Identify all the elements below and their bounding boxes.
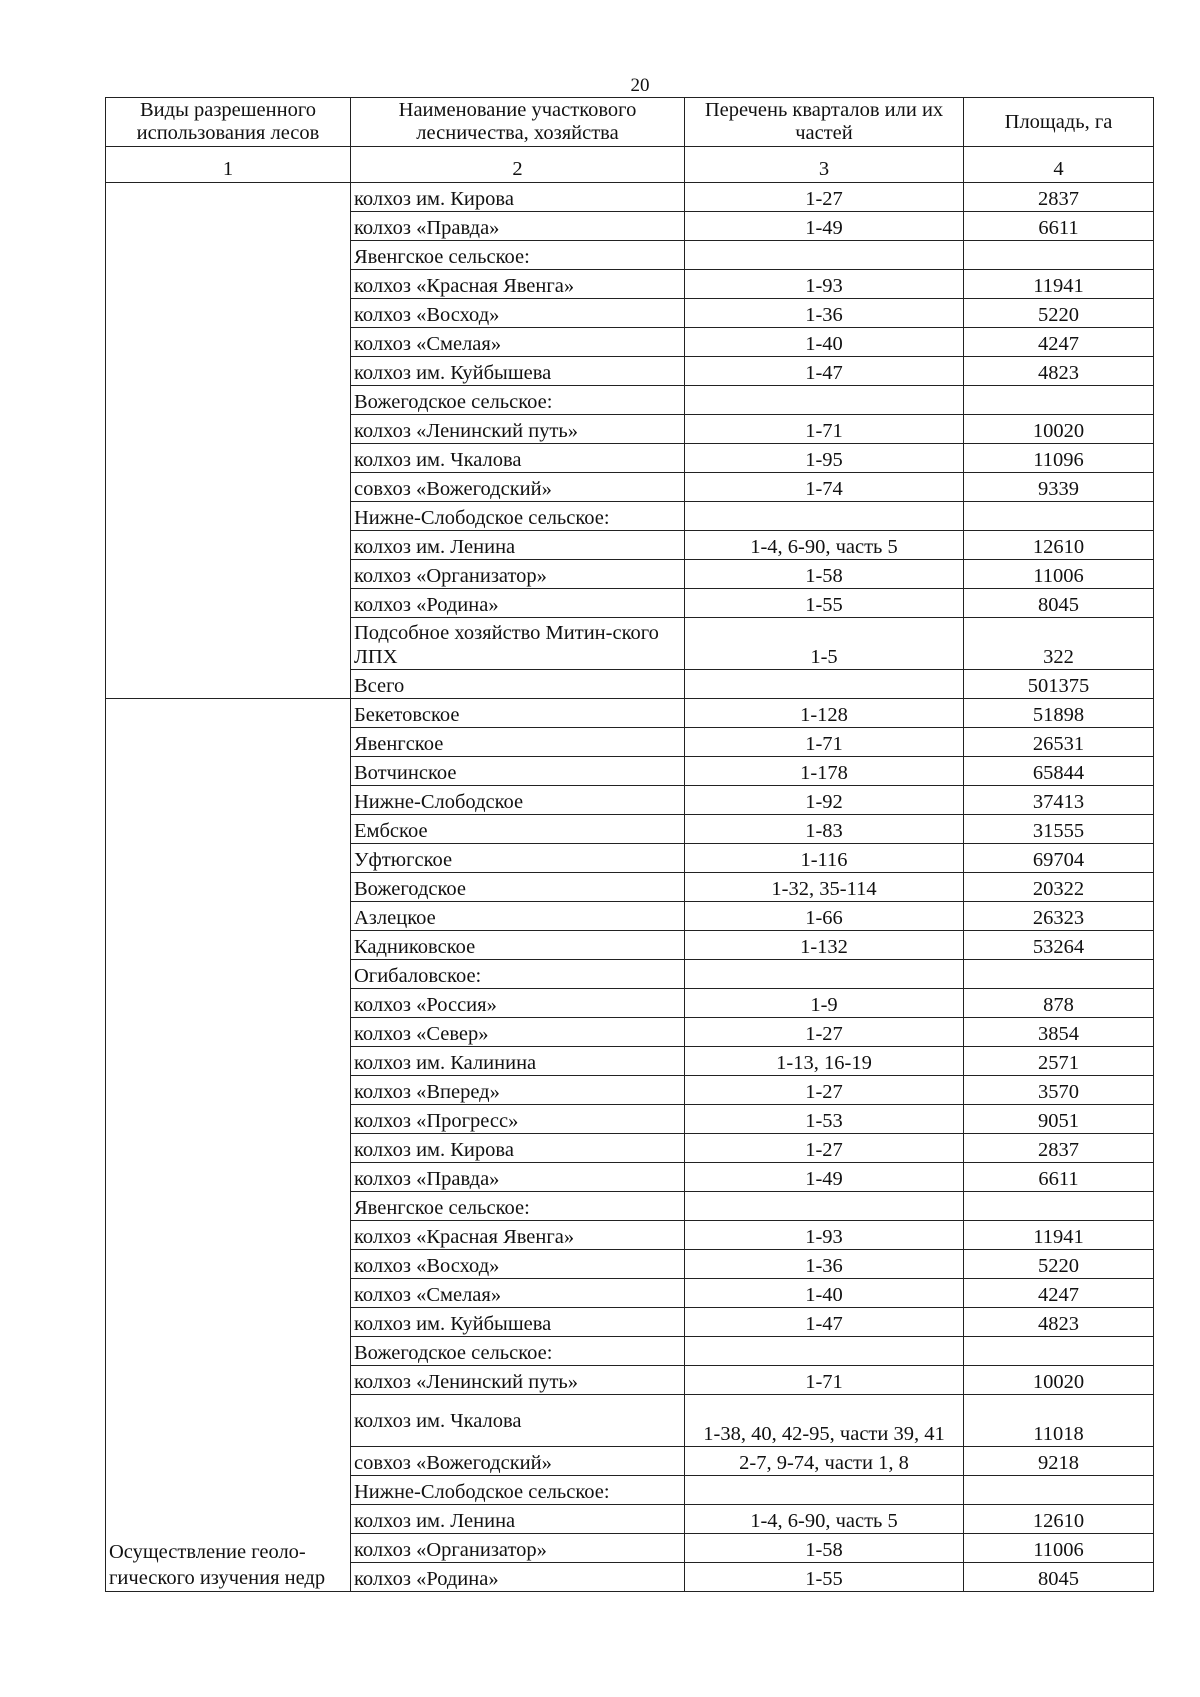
forestry-name-cell: колхоз «Организатор» [351, 560, 685, 589]
quarters-cell: 1-27 [685, 1018, 964, 1047]
quarters-cell: 1-55 [685, 1563, 964, 1592]
area-cell: 11018 [964, 1395, 1154, 1447]
forestry-name-cell: Вожегодское [351, 873, 685, 902]
area-cell: 26323 [964, 902, 1154, 931]
area-cell: 2837 [964, 183, 1154, 212]
kind-of-use-cell: Осуществление геоло-гического изучения недр [106, 699, 351, 1592]
header-quarters: Перечень кварталов или их частей [685, 98, 964, 147]
quarters-cell: 2-7, 9-74, части 1, 8 [685, 1447, 964, 1476]
forestry-name-cell: Вотчинское [351, 757, 685, 786]
area-cell: 10020 [964, 415, 1154, 444]
quarters-cell: 1-40 [685, 1279, 964, 1308]
forestry-name-cell: совхоз «Вожегодский» [351, 473, 685, 502]
forestry-name-cell: колхоз «Смелая» [351, 328, 685, 357]
area-cell: 3570 [964, 1076, 1154, 1105]
quarters-cell: 1-27 [685, 1076, 964, 1105]
quarters-cell [685, 386, 964, 415]
quarters-cell: 1-36 [685, 299, 964, 328]
area-cell [964, 1476, 1154, 1505]
forestry-name-cell: колхоз «Ленинский путь» [351, 415, 685, 444]
quarters-cell [685, 670, 964, 699]
quarters-cell: 1-95 [685, 444, 964, 473]
area-cell: 4247 [964, 1279, 1154, 1308]
forestry-name-cell: Вожегодское сельское: [351, 1337, 685, 1366]
forestry-name-cell: Азлецкое [351, 902, 685, 931]
quarters-cell: 1-5 [685, 618, 964, 670]
forestry-name-cell: колхоз им. Ленина [351, 531, 685, 560]
forestry-name-cell: Явенгское [351, 728, 685, 757]
forestry-name-cell: колхоз им. Кирова [351, 1134, 685, 1163]
forestry-name-cell: колхоз им. Чкалова [351, 444, 685, 473]
forestry-name-cell: Нижне-Слободское сельское: [351, 502, 685, 531]
quarters-cell: 1-36 [685, 1250, 964, 1279]
forestry-name-cell: колхоз «Родина» [351, 589, 685, 618]
area-cell: 11006 [964, 1534, 1154, 1563]
area-cell: 322 [964, 618, 1154, 670]
quarters-cell: 1-92 [685, 786, 964, 815]
area-cell: 2571 [964, 1047, 1154, 1076]
area-cell: 20322 [964, 873, 1154, 902]
forestry-name-cell: Нижне-Слободское сельское: [351, 1476, 685, 1505]
table-row [106, 183, 1154, 212]
area-cell: 53264 [964, 931, 1154, 960]
forestry-name-cell: совхоз «Вожегодский» [351, 1447, 685, 1476]
forestry-name-cell: колхоз «Ленинский путь» [351, 1366, 685, 1395]
column-number: 4 [964, 147, 1154, 183]
table-header-row [106, 98, 1154, 147]
header-forestry-name: Наименование участкового лесничества, хозяйства [351, 98, 685, 147]
quarters-cell: 1-27 [685, 1134, 964, 1163]
area-cell: 11096 [964, 444, 1154, 473]
forestry-name-cell: колхоз «Правда» [351, 212, 685, 241]
area-cell: 6611 [964, 1163, 1154, 1192]
forestry-name-cell: колхоз им. Кирова [351, 183, 685, 212]
forestry-name-cell: колхоз «Восход» [351, 299, 685, 328]
area-cell [964, 960, 1154, 989]
area-cell [964, 1337, 1154, 1366]
area-cell: 69704 [964, 844, 1154, 873]
column-number: 1 [106, 147, 351, 183]
quarters-cell: 1-53 [685, 1105, 964, 1134]
area-cell: 878 [964, 989, 1154, 1018]
forestry-name-cell: колхоз «Вперед» [351, 1076, 685, 1105]
area-cell: 11006 [964, 560, 1154, 589]
forest-use-table [105, 97, 1154, 1592]
quarters-cell: 1-4, 6-90, часть 5 [685, 1505, 964, 1534]
forestry-name-cell: колхоз им. Куйбышева [351, 357, 685, 386]
area-cell: 9051 [964, 1105, 1154, 1134]
quarters-cell: 1-71 [685, 728, 964, 757]
area-cell: 9339 [964, 473, 1154, 502]
forestry-name-cell: колхоз им. Ленина [351, 1505, 685, 1534]
quarters-cell: 1-116 [685, 844, 964, 873]
area-cell: 65844 [964, 757, 1154, 786]
column-number-row [106, 147, 1154, 183]
area-cell: 12610 [964, 531, 1154, 560]
kind-of-use-cell [106, 183, 351, 699]
header-area: Площадь, га [964, 98, 1154, 147]
header-kind-of-use: Виды разрешенного использования лесов [106, 98, 351, 147]
forestry-name-cell: колхоз «Организатор» [351, 1534, 685, 1563]
area-cell: 5220 [964, 1250, 1154, 1279]
forestry-name-cell: Бекетовское [351, 699, 685, 728]
quarters-cell: 1-49 [685, 212, 964, 241]
quarters-cell: 1-49 [685, 1163, 964, 1192]
quarters-cell: 1-13, 16-19 [685, 1047, 964, 1076]
area-cell: 5220 [964, 299, 1154, 328]
quarters-cell: 1-47 [685, 1308, 964, 1337]
forestry-name-cell: колхоз «Родина» [351, 1563, 685, 1592]
forestry-name-cell: колхоз им. Куйбышева [351, 1308, 685, 1337]
forestry-name-cell: Вожегодское сельское: [351, 386, 685, 415]
column-number: 3 [685, 147, 964, 183]
page-number: 20 [630, 75, 650, 96]
area-cell: 8045 [964, 589, 1154, 618]
area-cell [964, 502, 1154, 531]
forestry-name-cell: колхоз «Север» [351, 1018, 685, 1047]
forestry-name-cell: колхоз им. Чкалова [351, 1395, 685, 1447]
forestry-name-cell: колхоз «Восход» [351, 1250, 685, 1279]
quarters-cell: 1-93 [685, 1221, 964, 1250]
forestry-name-cell: колхоз «Россия» [351, 989, 685, 1018]
area-cell: 10020 [964, 1366, 1154, 1395]
area-cell: 51898 [964, 699, 1154, 728]
forestry-name-cell: колхоз «Смелая» [351, 1279, 685, 1308]
quarters-cell: 1-55 [685, 589, 964, 618]
quarters-cell: 1-32, 35-114 [685, 873, 964, 902]
quarters-cell: 1-132 [685, 931, 964, 960]
area-cell: 4823 [964, 1308, 1154, 1337]
forestry-name-cell: колхоз «Красная Явенга» [351, 270, 685, 299]
quarters-cell: 1-93 [685, 270, 964, 299]
quarters-cell: 1-9 [685, 989, 964, 1018]
area-cell: 12610 [964, 1505, 1154, 1534]
area-cell: 501375 [964, 670, 1154, 699]
area-cell: 4247 [964, 328, 1154, 357]
quarters-cell: 1-38, 40, 42-95, части 39, 41 [685, 1395, 964, 1447]
area-cell: 37413 [964, 786, 1154, 815]
quarters-cell: 1-71 [685, 415, 964, 444]
area-cell: 26531 [964, 728, 1154, 757]
area-cell: 31555 [964, 815, 1154, 844]
area-cell: 8045 [964, 1563, 1154, 1592]
forestry-name-cell: Подсобное хозяйство Митин-ского ЛПХ [351, 618, 685, 670]
quarters-cell: 1-83 [685, 815, 964, 844]
area-cell: 11941 [964, 270, 1154, 299]
quarters-cell: 1-178 [685, 757, 964, 786]
forestry-name-cell: колхоз «Красная Явенга» [351, 1221, 685, 1250]
quarters-cell: 1-66 [685, 902, 964, 931]
forestry-name-cell: колхоз им. Калинина [351, 1047, 685, 1076]
quarters-cell [685, 241, 964, 270]
forestry-name-cell: Кадниковское [351, 931, 685, 960]
forestry-name-cell: Всего [351, 670, 685, 699]
quarters-cell [685, 502, 964, 531]
forestry-name-cell: Уфтюгское [351, 844, 685, 873]
quarters-cell: 1-74 [685, 473, 964, 502]
quarters-cell: 1-58 [685, 560, 964, 589]
quarters-cell: 1-4, 6-90, часть 5 [685, 531, 964, 560]
quarters-cell: 1-128 [685, 699, 964, 728]
area-cell [964, 1192, 1154, 1221]
forestry-name-cell: Нижне-Слободское [351, 786, 685, 815]
area-cell: 9218 [964, 1447, 1154, 1476]
quarters-cell: 1-71 [685, 1366, 964, 1395]
forestry-name-cell: Явенгское сельское: [351, 241, 685, 270]
quarters-cell: 1-27 [685, 183, 964, 212]
forestry-name-cell: Ембское [351, 815, 685, 844]
quarters-cell [685, 1337, 964, 1366]
quarters-cell: 1-40 [685, 328, 964, 357]
quarters-cell [685, 960, 964, 989]
area-cell: 2837 [964, 1134, 1154, 1163]
forestry-name-cell: Огибаловское: [351, 960, 685, 989]
forestry-name-cell: колхоз «Прогресс» [351, 1105, 685, 1134]
area-cell: 4823 [964, 357, 1154, 386]
table-row [106, 699, 1154, 728]
quarters-cell [685, 1476, 964, 1505]
table-body [106, 183, 1154, 1592]
forestry-name-cell: колхоз «Правда» [351, 1163, 685, 1192]
quarters-cell [685, 1192, 964, 1221]
area-cell: 6611 [964, 212, 1154, 241]
area-cell: 11941 [964, 1221, 1154, 1250]
quarters-cell: 1-58 [685, 1534, 964, 1563]
quarters-cell: 1-47 [685, 357, 964, 386]
area-cell [964, 241, 1154, 270]
area-cell [964, 386, 1154, 415]
forestry-name-cell: Явенгское сельское: [351, 1192, 685, 1221]
column-number: 2 [351, 147, 685, 183]
area-cell: 3854 [964, 1018, 1154, 1047]
